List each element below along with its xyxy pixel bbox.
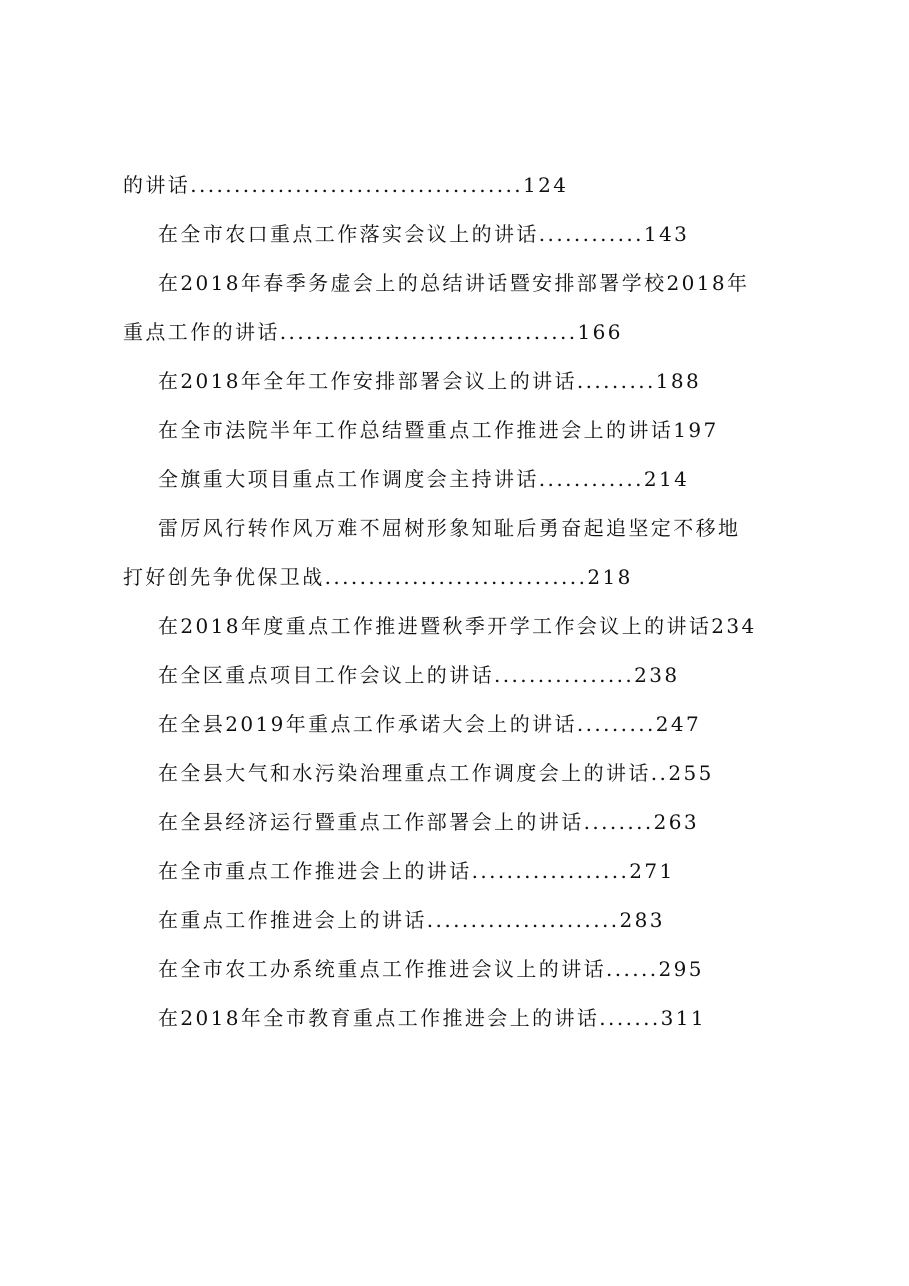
toc-line: 雷厉风行转作风万难不屈树形象知耻后勇奋起追坚定不移地 bbox=[158, 516, 741, 540]
table-of-contents bbox=[123, 161, 796, 1043]
toc-line: 在全县2019年重点工作承诺大会上的讲话.........247 bbox=[158, 712, 702, 736]
toc-line: 在2018年春季务虚会上的总结讲话暨安排部署学校2018年 bbox=[158, 271, 750, 295]
toc-line: 在2018年全市教育重点工作推进会上的讲话.......311 bbox=[158, 1006, 706, 1030]
toc-line: 重点工作的讲话..................................166 bbox=[123, 320, 623, 344]
toc-line: 在重点工作推进会上的讲话......................283 bbox=[158, 908, 665, 932]
toc-line: 在全区重点项目工作会议上的讲话................238 bbox=[158, 663, 680, 687]
toc-line: 在2018年度重点工作推进暨秋季开学工作会议上的讲话234 bbox=[158, 614, 757, 638]
toc-line: 在全市农口重点工作落实会议上的讲话............143 bbox=[158, 222, 690, 246]
toc-line: 打好创先争优保卫战..............................218 bbox=[123, 565, 633, 589]
toc-line: 在全市农工办系统重点工作推进会议上的讲话......295 bbox=[158, 957, 704, 981]
toc-line: 在全市法院半年工作总结暨重点工作推进会上的讲话197 bbox=[158, 418, 719, 442]
toc-line: 在全县经济运行暨重点工作部署会上的讲话........263 bbox=[158, 810, 700, 834]
toc-line: 在全县大气和水污染治理重点工作调度会上的讲话..255 bbox=[158, 761, 714, 785]
toc-line: 的讲话......................................124 bbox=[123, 173, 569, 197]
toc-line: 在全市重点工作推进会上的讲话..................271 bbox=[158, 859, 675, 883]
toc-line: 在2018年全年工作安排部署会议上的讲话.........188 bbox=[158, 369, 702, 393]
toc-line: 全旗重大项目重点工作调度会主持讲话............214 bbox=[158, 467, 690, 491]
